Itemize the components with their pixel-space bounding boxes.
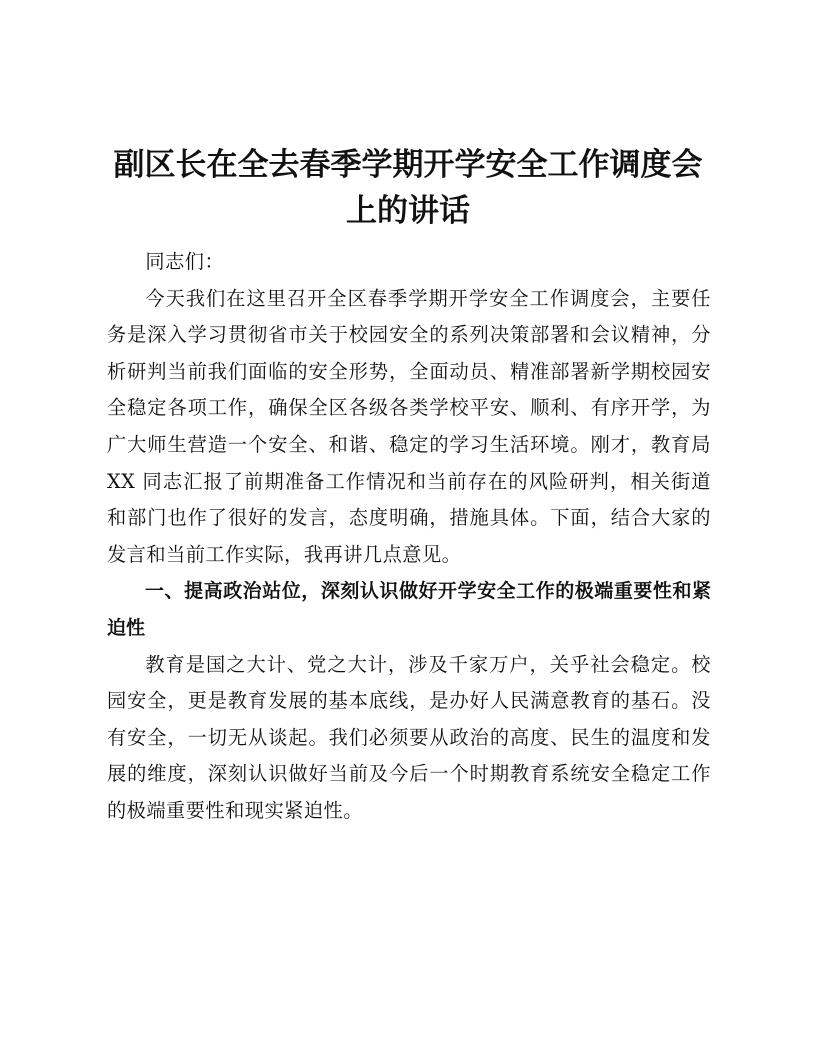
greeting: 同志们： xyxy=(145,250,225,273)
section-heading-1: 一、提高政治站位，深刻认识做好开学安全工作的极端重要性和紧迫性 xyxy=(107,580,711,639)
document-title: 副区长在全去春季学期开学安全工作调度会上的讲话 xyxy=(113,147,703,229)
section-1-paragraph: 教育是国之大计、党之大计，涉及千家万户，关乎社会稳定。校园安全，更是教育发展的基本底线，是办好人民满意教育的基石。没有安全，一切无从谈起。我们必须要从政治的高度、民生的温度和发展的维度，深刻认识做好当前及今后一个时期教育系统安全稳定工作的极端重要性和现实紧迫性。 xyxy=(107,652,711,822)
document-body xyxy=(107,244,711,830)
intro-paragraph: 今天我们在这里召开全区春季学期开学安全工作调度会，主要任务是深入学习贯彻省市关于校园安全的系列决策部署和会议精神，分析研判当前我们面临的安全形势，全面动员、精准部署新学期校园安全稳定各项工作，确保全区各级各类学校平安、顺利、有序开学，为广大师生营造一个安全、和谐、稳定的学习生活环境。刚才，教育局 XX 同志汇报了前期准备工作情况和当前存在的风险研判，相关街道和部门也作了很好的发言，态度明确，措施具体。下面，结合大家的发言和当前工作实际，我再讲几点意见。 xyxy=(107,286,711,566)
